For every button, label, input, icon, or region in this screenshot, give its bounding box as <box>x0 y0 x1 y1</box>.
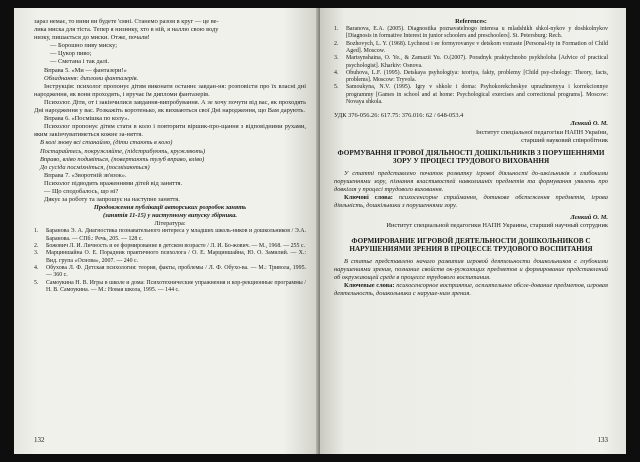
keywords-ua-text: психосенсорне сприймання, дотикове обстеження предметів, ігрова діяльність, дошкільники з порушеннями зору. <box>334 194 608 210</box>
exercise-7-heading: Вправа 7. «Зворотній зв'язок». <box>44 171 127 179</box>
dialog-line: — Борошно пиву миску; <box>50 42 118 50</box>
equipment-line: Обладнання: дипломи фантазерів. <box>44 74 139 82</box>
abstract-ua: У статті представлено початок розвитку ігрової діяльності до-шкільників з глибокими порушеннями зору, пізнання властивостей навколишніх предметів та формування уявлень про довкілля у процесі трудового виховання. <box>334 169 608 194</box>
psychologist-paragraph-2: Психолог пропонує дітям стати в коло і повторити віршик-про-щання з відповідними рухами, яким закінчуватиметься кожне за-няття. <box>34 123 306 139</box>
abstract-ru: В статье представлено начало развития игровой деятельности дошкольников с глубокими нарушениями зрения, познание свойств ок-ружающих предметов и формирование представлений об окружающей среде в процессе трудового воспитания. <box>334 257 608 281</box>
keywords-ru <box>334 282 608 298</box>
keywords-ru-text: психосенсорное восприятие, осязательное обсле-дование предметов, игровая деятельность, дошкольники с наруше-ним зрения. <box>334 282 608 298</box>
poem-line: Постарайтесь, покружляйте, (підстрибують, кружляють) <box>40 147 206 155</box>
references-list <box>334 26 608 106</box>
keywords-ua-label: Ключові слова: <box>344 194 393 202</box>
poem-line: До сусіда посміхніться, (посміхаються) <box>40 163 150 171</box>
literature-heading: Література: <box>154 220 186 228</box>
psychologist-paragraph: Психолог. Діти, от і закінчилися завдання-випробування. А зе хочу почути від вас, як проходять Дні народження у вас. Розкажіть коротенько, як вихваються свої Дні народження, що Вам дарують. <box>34 98 306 115</box>
left-top-text <box>34 18 306 42</box>
affiliation-ru: Институт специальной педагогики НАПН Украины, старший научный сотрудник <box>386 222 608 230</box>
author-ua: Лєнкий О. М. <box>570 120 608 128</box>
continuation-note-2: (занятія 11-15) у наступному випуску збірника. <box>102 212 238 220</box>
exercise-5-heading: Вправа 5. «Ми — фантазери!» <box>44 66 127 74</box>
literature-item: 4. Обухова Л. Ф. Детская психология: теория, факты, проблемы / Л. Ф. Обухо-ва. — М.: Тривола, 1995. — 360 с. <box>34 264 306 279</box>
keywords-ua <box>334 194 608 210</box>
right-page <box>320 8 626 454</box>
question-line: — Що сподобалось, що ні? <box>44 187 119 195</box>
literature-item: 3. Марциншайна О. Е. Порадник практичного психолога / О. Е. Марциншайна, Ю. О. Замилий. — Х.: Вид. група «Основа», 2007. — 240 с. <box>34 250 306 264</box>
author-ru: Лєнкий О. М. <box>570 214 608 222</box>
dialog-lines <box>34 42 306 66</box>
literature-item: 5. Самоукина Н. В. Игры в школе и дома: Психотехнические упражнения и кор-рекционные программы / Н. В. Самоукина. — М.: Новая школа, 1995. — 144 с. <box>34 279 306 293</box>
affiliation-ua-2: старший науковий співробітник <box>521 136 608 144</box>
dialog-line: — Цукор пиво; <box>50 50 92 58</box>
instruction-paragraph: Інструкція: психолог пропонує дітям виконати останнє завдан-ня: розповісти про їх власні дні народження, як вони проходять, і вручає їм дипломи фантазерів. <box>34 82 306 98</box>
dialog-line: — Сметана і так далі. <box>50 58 110 66</box>
literature-item: 2. Божович Л. И. Личность и ее формирование в детском возрасте / Л. И. Бо-жович. — М., 1968. — 255 с. <box>34 243 306 250</box>
literature-list <box>34 228 306 294</box>
left-page <box>14 8 320 454</box>
exercise-6-heading: Вправа 6. «Посмішка по колу». <box>44 115 130 123</box>
text-line: лика миска для тіста. Тепер я низинку, хто в ній, я наллю свою воду <box>34 26 219 34</box>
continuation-note: Продовження публікації авторських розробок занять <box>93 204 247 212</box>
article-title-ua: ФОРМУВАННЯ ІГРОВОЇ ДІЯЛЬНОСТІ ДОШКІЛЬНИКІВ З ПОРУШЕННЯМИ ЗОРУ У ПРОЦЕСІ ТРУДОВОГО ВИХОВАННЯ <box>337 148 605 166</box>
page-number-left: 132 <box>34 436 45 444</box>
keywords-ru-label: Ключевые слова: <box>344 282 395 290</box>
text-line: низку, пишається до миски. Отже, почали! <box>34 34 150 42</box>
literature-item: 1. Баранова Э. А. Диагностика познавательного интереса у младших школь-ников и дошкольников / Э.А. Баранова. — СПб.: Речь, 205. — 128 с. <box>34 228 306 242</box>
page-number-right: 133 <box>597 436 608 444</box>
psychologist-paragraph-3: Психолог підводить враженнями дітей від заняття. <box>44 179 183 187</box>
thanks-line: Дякує за роботу та запрошує на наступне заняття. <box>44 196 180 204</box>
reference-item: 3. Martsynshaina, O. Ye., & Zamazii Yu. O.(2007). Poradnyk praktychnoho psykholoha [Advice of practical psychologist]. Kharkiv: Osnova. <box>334 55 608 69</box>
text-line: зараз немає, то вини ви будете 'ємні. Станемо разом в круг — це ве- <box>34 18 219 25</box>
reference-item: 2. Bozhovych, L. Y. (1968). Lychnost i ee formyrovanye v detskom vozraste [Personal-ity in Formation of Child Aged]. Moscow. <box>334 40 608 54</box>
reference-item: 5. Samoukyna, N.V. (1995). Igry v shkole i doma: Psyhokorekcheskye uprazhnenyya i korrekcionnye programmy [Games in school and at home: Psychological exercises and correctional programs]. Moscow: Novaya shkola. <box>334 84 608 106</box>
farewell-poem <box>34 139 306 171</box>
udc-code: УДК 376-056.26: 617.75: 376.016: 62 / 648-053.4 <box>334 112 464 120</box>
article-title-ru: ФОРМИРОВАНИЕ ИГРОВОЙ ДЕЯТЕЛЬНОСТИ ДОШКОЛЬНИКОВ С НАРУШЕНИЯМИ ЗРЕНИЯ В ПРОЦЕССЕ ТРУДОВОГО ВОСПИТАНИЯ <box>349 236 593 254</box>
references-heading: References: <box>455 18 487 25</box>
affiliation-ua: Інститут спеціальної педагогіки НАПН України, <box>476 128 608 136</box>
reference-item: 4. Obuhova, L.F. (1995). Detskaya psyhologiya: teoriya, fakty, problemy [Child psy-chology: Theory, facts, problems]. Moscow: Tryvola. <box>334 69 608 84</box>
poem-line: Вправо, вліво подивіться, (повертають тулуб вправо, вліво) <box>40 155 205 163</box>
reference-item: 1. Baranova, E.A. (2005). Diagnostika poznavatelnogo interesa u mladshikh shkol-nykov y doshkolnykov [Diagnosis in formative Interest in junior schoolers and preschoolers]. St. Petersburg: Rech. <box>334 26 608 40</box>
poem-line: В колі знову всі станаймо, (діти стають в коло) <box>40 139 173 147</box>
